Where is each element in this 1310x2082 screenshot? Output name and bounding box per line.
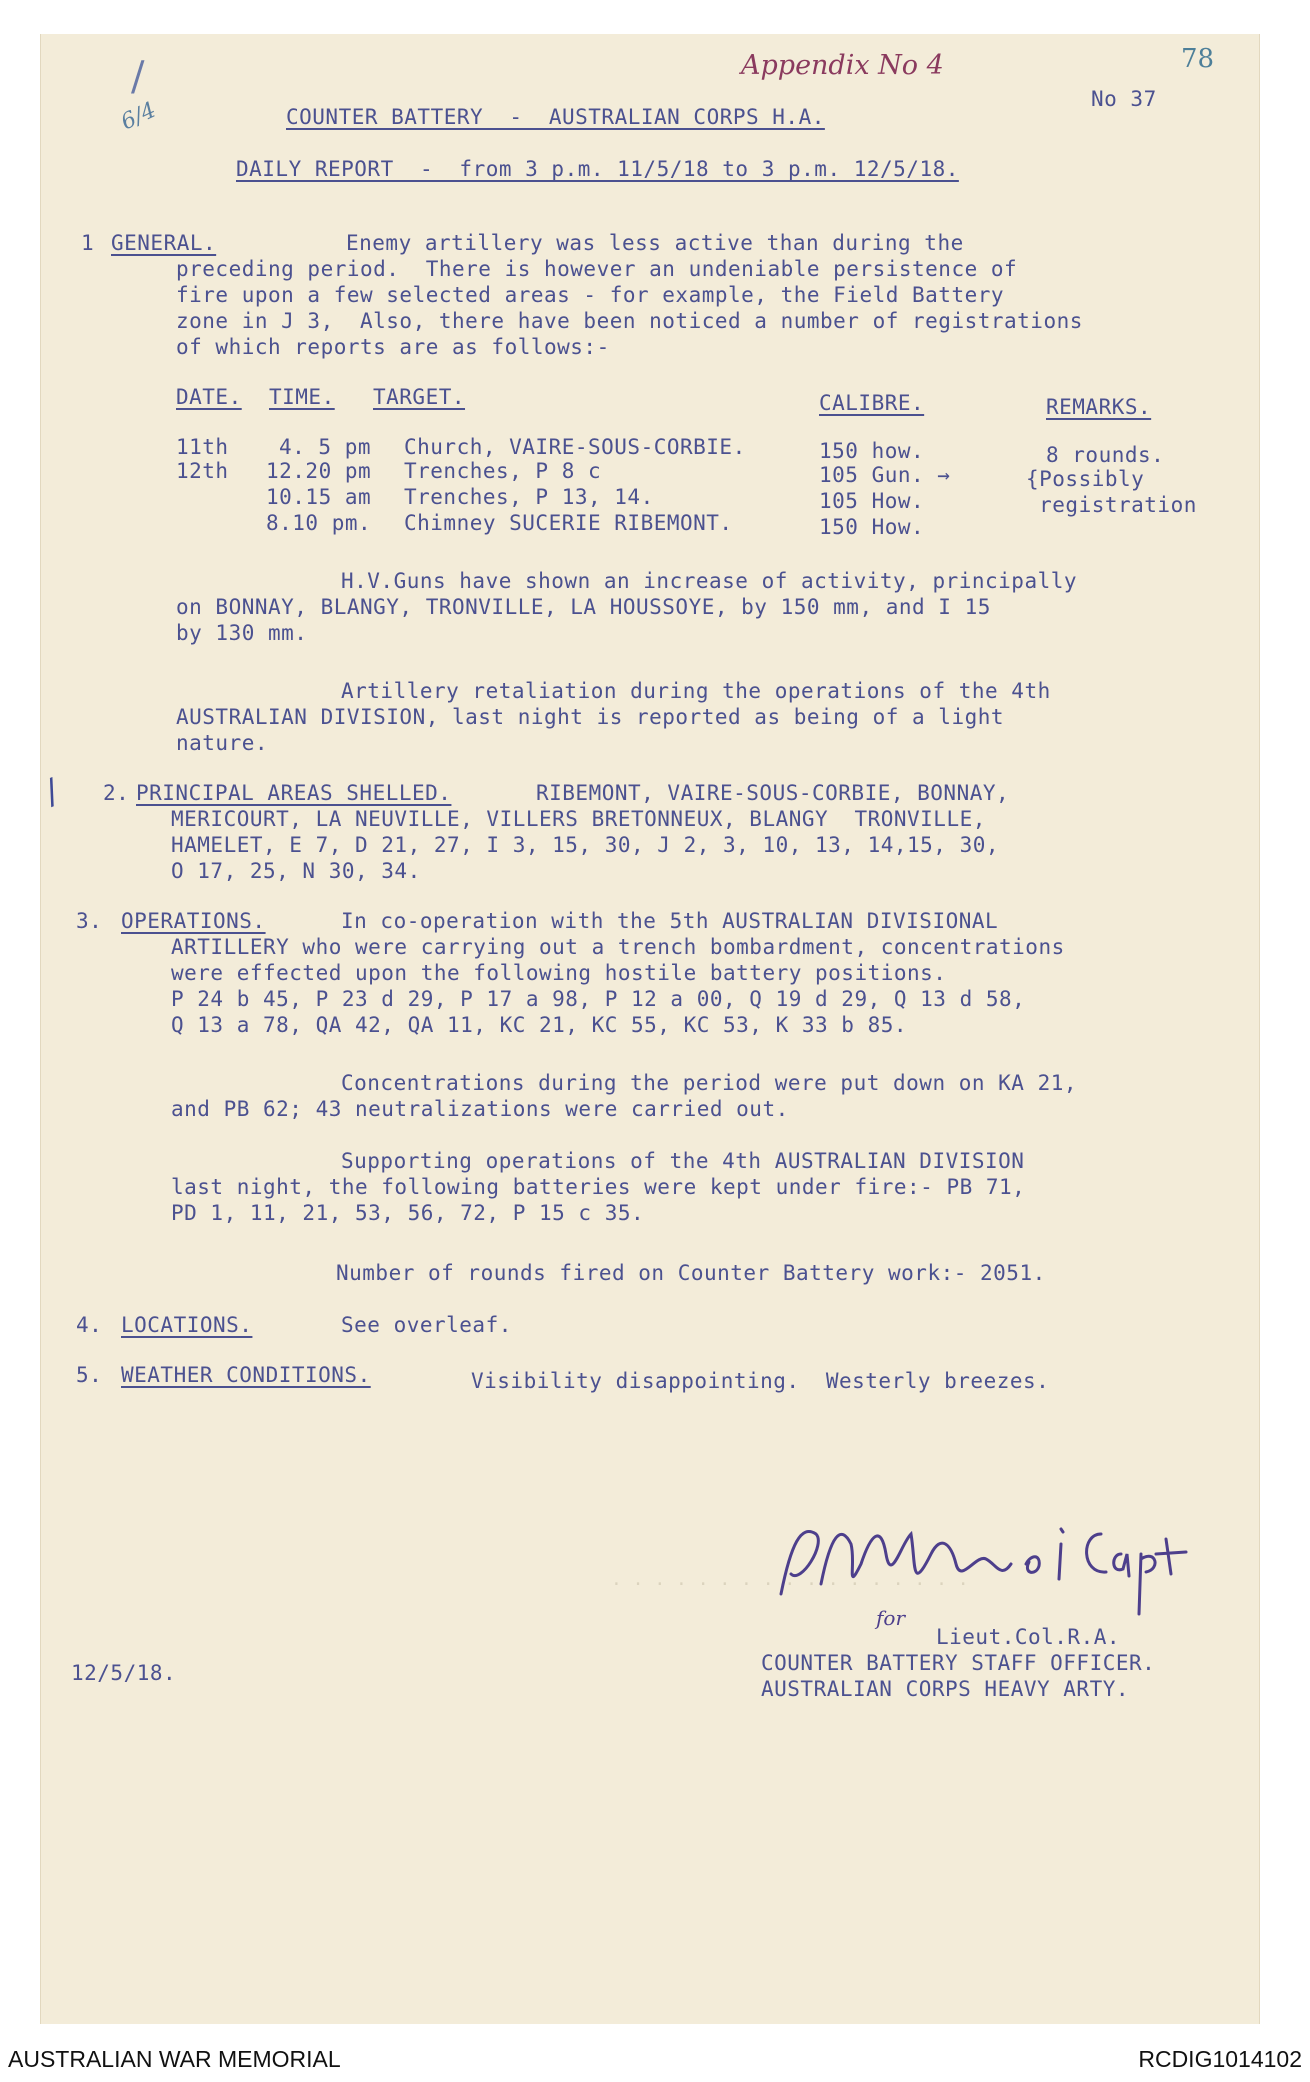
section-4-heading: LOCATIONS. <box>121 1313 253 1337</box>
section-1-line: fire upon a few selected areas - for example, the Field Battery <box>176 283 1005 307</box>
section-1-heading: GENERAL. <box>111 231 217 255</box>
section-2-line: O 17, 25, N 30, 34. <box>171 859 421 883</box>
bleed-through-marks: · · · · · · · · · · · · · · · · · <box>611 1574 969 1595</box>
section-3-line: In co-operation with the 5th AUSTRALIAN DIVISIONAL <box>341 909 999 933</box>
signature-for-mark: for <box>876 1606 906 1630</box>
archive-reference: RCDIG1014102 <box>1138 2046 1302 2072</box>
table-cell-time: 12.20 pm <box>266 459 372 483</box>
section-4-text: See overleaf. <box>341 1313 512 1337</box>
table-cell-date: 11th <box>176 435 229 459</box>
table-cell-calibre: 105 How. <box>819 489 925 513</box>
table-cell-calibre: 105 Gun. → <box>819 463 951 487</box>
section-3-paragraph-line: Concentrations during the period were put down on KA 21, <box>341 1071 1078 1095</box>
section-1-paragraph-line: on BONNAY, BLANGY, TRONVILLE, LA HOUSSOYE, by 150 mm, and I 15 <box>176 595 991 619</box>
section-3-heading: OPERATIONS. <box>121 909 266 933</box>
section-1-number: 1 <box>81 231 95 255</box>
section-3-line: Q 13 a 78, QA 42, QA 11, KC 21, KC 55, KC 53, K 33 b 85. <box>171 1013 908 1037</box>
section-4-number: 4. <box>76 1313 103 1337</box>
signatory-rank: Lieut.Col.R.A. <box>936 1625 1121 1649</box>
table-cell-target: Chimney SUCERIE RIBEMONT. <box>404 511 733 535</box>
section-5-number: 5. <box>76 1363 103 1387</box>
section-1-paragraph-line: by 130 mm. <box>176 621 308 645</box>
table-cell-target: Trenches, P 8 c <box>404 459 602 483</box>
section-5-heading: WEATHER CONDITIONS. <box>121 1363 371 1387</box>
section-3-paragraph-line: last night, the following batteries were kept under fire:- PB 71, <box>171 1175 1026 1199</box>
table-cell-remarks: 8 rounds. <box>1046 443 1165 467</box>
section-1-line: preceding period. There is however an undeniable persistence of <box>176 257 1018 281</box>
table-cell-time: 10.15 am <box>266 485 372 509</box>
section-1-line: Enemy artillery was less active than during the <box>346 231 964 255</box>
signatory-office: COUNTER BATTERY STAFF OFFICER. <box>761 1651 1156 1675</box>
section-3-line: P 24 b 45, P 23 d 29, P 17 a 98, P 12 a 00, Q 19 d 29, Q 13 d 58, <box>171 987 1026 1011</box>
margin-tick: / <box>131 54 145 100</box>
margin-pencil-mark: / <box>39 771 64 813</box>
column-header-target: TARGET. <box>373 385 466 409</box>
section-3-paragraph-line: Supporting operations of the 4th AUSTRALIAN DIVISION <box>341 1149 1025 1173</box>
table-cell-time: 8.10 pm. <box>266 511 372 535</box>
section-3-paragraph-line: PD 1, 11, 21, 53, 56, 72, P 15 c 35. <box>171 1201 645 1225</box>
section-3-paragraph-line: and PB 62; 43 neutralizations were carried out. <box>171 1097 789 1121</box>
table-cell-target: Trenches, P 13, 14. <box>404 485 654 509</box>
document-subtitle: DAILY REPORT - from 3 p.m. 11/5/18 to 3 p.m. 12/5/18. <box>236 157 959 181</box>
table-cell-time: 4. 5 pm <box>279 435 372 459</box>
column-header-remarks: REMARKS. <box>1046 395 1152 419</box>
table-cell-target: Church, VAIRE-SOUS-CORBIE. <box>404 435 746 459</box>
section-1-paragraph-line: H.V.Guns have shown an increase of activity, principally <box>341 569 1078 593</box>
section-2-line: RIBEMONT, VAIRE-SOUS-CORBIE, BONNAY, <box>536 781 1010 805</box>
table-cell-remarks: registration <box>1026 493 1197 517</box>
section-5-text: Visibility disappointing. Westerly breezes. <box>471 1369 1050 1393</box>
report-number: No 37 <box>1091 87 1157 111</box>
column-header-time: TIME. <box>269 385 335 409</box>
section-1-line: of which reports are as follows:- <box>176 335 610 359</box>
handwritten-signature <box>761 1504 1241 1624</box>
archive-name: AUSTRALIAN WAR MEMORIAL <box>8 2046 341 2072</box>
document-page <box>40 34 1260 2024</box>
section-2-number: 2. <box>103 781 130 805</box>
document-date: 12/5/18. <box>71 1661 177 1685</box>
table-cell-date: 12th <box>176 459 229 483</box>
margin-annotation: 6/4 <box>117 97 161 136</box>
rounds-fired: Number of rounds fired on Counter Battery work:- 2051. <box>336 1261 1046 1285</box>
section-2-heading: PRINCIPAL AREAS SHELLED. <box>136 781 452 805</box>
section-1-paragraph-line: Artillery retaliation during the operations of the 4th <box>341 679 1051 703</box>
document-title: COUNTER BATTERY - AUSTRALIAN CORPS H.A. <box>286 105 825 129</box>
table-cell-calibre: 150 How. <box>819 515 925 539</box>
column-header-calibre: CALIBRE. <box>819 391 925 415</box>
section-1-paragraph-line: AUSTRALIAN DIVISION, last night is reported as being of a light <box>176 705 1005 729</box>
section-3-line: ARTILLERY who were carrying out a trench bombardment, concentrations <box>171 935 1065 959</box>
page-number: 78 <box>1181 44 1215 74</box>
signatory-unit: AUSTRALIAN CORPS HEAVY ARTY. <box>761 1677 1130 1701</box>
section-3-number: 3. <box>76 909 103 933</box>
table-cell-calibre: 150 how. <box>819 439 925 463</box>
section-1-line: zone in J 3, Also, there have been noticed a number of registrations <box>176 309 1083 333</box>
section-2-line: MERICOURT, LA NEUVILLE, VILLERS BRETONNEUX, BLANGY TRONVILLE, <box>171 807 986 831</box>
appendix-annotation: Appendix No 4 <box>741 50 944 81</box>
table-cell-remarks: {Possibly <box>1026 467 1145 491</box>
column-header-date: DATE. <box>176 385 242 409</box>
section-1-paragraph-line: nature. <box>176 731 269 755</box>
section-2-line: HAMELET, E 7, D 21, 27, I 3, 15, 30, J 2, 3, 10, 13, 14,15, 30, <box>171 833 1000 857</box>
section-3-line: were effected upon the following hostile battery positions. <box>171 961 947 985</box>
